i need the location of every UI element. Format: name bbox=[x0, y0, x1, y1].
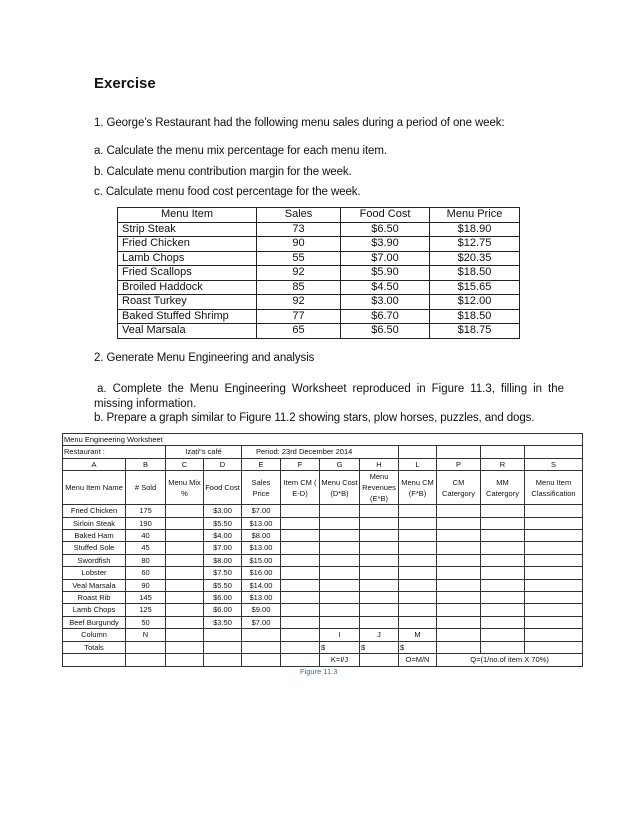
sales-value: 92 bbox=[257, 295, 341, 310]
empty-cell bbox=[360, 579, 399, 591]
empty-cell bbox=[399, 517, 437, 529]
food-cost: $6.00 bbox=[204, 592, 242, 604]
column-l-code: M bbox=[399, 629, 437, 641]
food-cost: $7.00 bbox=[204, 542, 242, 554]
sales-price: $13.00 bbox=[242, 517, 281, 529]
worksheet-row bbox=[63, 592, 583, 604]
empty-cell bbox=[320, 579, 360, 591]
empty-cell bbox=[399, 592, 437, 604]
table-row bbox=[118, 222, 520, 237]
column-header: Menu CM (F*B) bbox=[399, 471, 437, 505]
totals-menu-cost: $ bbox=[320, 641, 360, 653]
empty-cell bbox=[281, 517, 320, 529]
header-menu-price: Menu Price bbox=[430, 208, 520, 223]
menu-item-name: Lamb Chops bbox=[118, 251, 257, 266]
food-cost: $6.00 bbox=[204, 604, 242, 616]
formula-row bbox=[63, 654, 583, 666]
sales-price: $14.00 bbox=[242, 579, 281, 591]
food-cost: $3.00 bbox=[204, 505, 242, 517]
table-row bbox=[118, 237, 520, 252]
number-sold: 125 bbox=[126, 604, 166, 616]
empty-cell bbox=[399, 505, 437, 517]
totals-menu-cm: $ bbox=[399, 641, 437, 653]
column-letter: L bbox=[399, 458, 437, 470]
menu-engineering-worksheet bbox=[62, 433, 583, 667]
empty-cell bbox=[399, 579, 437, 591]
food-cost: $5.50 bbox=[204, 517, 242, 529]
empty-cell bbox=[525, 592, 583, 604]
sales-value: 65 bbox=[257, 324, 341, 339]
empty-cell bbox=[437, 554, 481, 566]
menu-mix-cell bbox=[166, 592, 204, 604]
empty-cell bbox=[320, 517, 360, 529]
table-row bbox=[118, 324, 520, 339]
task-c: c. Calculate menu food cost percentage for the week. bbox=[94, 186, 361, 198]
empty-cell bbox=[320, 616, 360, 628]
menu-mix-cell bbox=[166, 579, 204, 591]
item-name: Lobster bbox=[63, 567, 126, 579]
sales-value: 55 bbox=[257, 251, 341, 266]
totals-menu-revenue: $ bbox=[360, 641, 399, 653]
column-letter: R bbox=[481, 458, 525, 470]
number-sold: 40 bbox=[126, 530, 166, 542]
food-cost-value: $3.00 bbox=[341, 295, 430, 310]
empty-cell bbox=[281, 579, 320, 591]
item-name: Roast Rib bbox=[63, 592, 126, 604]
sales-value: 73 bbox=[257, 222, 341, 237]
column-letter: A bbox=[63, 458, 126, 470]
menu-item-name: Baked Stuffed Shrimp bbox=[118, 309, 257, 324]
empty-cell bbox=[525, 554, 583, 566]
task-b: b. Calculate menu contribution margin for the week. bbox=[94, 166, 352, 178]
empty-cell bbox=[481, 592, 525, 604]
sales-price: $7.00 bbox=[242, 616, 281, 628]
column-g-code: I bbox=[320, 629, 360, 641]
empty-cell bbox=[320, 542, 360, 554]
task-a: a. Calculate the menu mix percentage for each menu item. bbox=[94, 145, 387, 157]
empty-cell bbox=[320, 530, 360, 542]
empty-cell bbox=[360, 530, 399, 542]
menu-price-value: $18.50 bbox=[430, 309, 520, 324]
column-letter: C bbox=[166, 458, 204, 470]
empty-cell bbox=[320, 592, 360, 604]
column-header: Sales Price bbox=[242, 471, 281, 505]
food-cost: $5.50 bbox=[204, 579, 242, 591]
number-sold: 80 bbox=[126, 554, 166, 566]
menu-price-value: $15.65 bbox=[430, 280, 520, 295]
empty-cell bbox=[360, 554, 399, 566]
totals-label: Totals bbox=[63, 641, 126, 653]
column-label: Column bbox=[63, 629, 126, 641]
empty-cell bbox=[437, 592, 481, 604]
column-letter: B bbox=[126, 458, 166, 470]
number-sold: 60 bbox=[126, 567, 166, 579]
menu-item-name: Strip Steak bbox=[118, 222, 257, 237]
empty-cell bbox=[360, 517, 399, 529]
empty-cell bbox=[360, 505, 399, 517]
worksheet-row bbox=[63, 505, 583, 517]
empty-cell bbox=[281, 542, 320, 554]
food-cost: $7.50 bbox=[204, 567, 242, 579]
empty-cell bbox=[525, 505, 583, 517]
empty-cell bbox=[437, 567, 481, 579]
menu-item-name: Roast Turkey bbox=[118, 295, 257, 310]
empty-cell bbox=[481, 567, 525, 579]
empty-cell bbox=[525, 579, 583, 591]
item-name: Stuffed Sole bbox=[63, 542, 126, 554]
empty-cell bbox=[481, 530, 525, 542]
sales-price: $13.00 bbox=[242, 592, 281, 604]
food-cost-value: $4.50 bbox=[341, 280, 430, 295]
empty-cell bbox=[320, 604, 360, 616]
empty-cell bbox=[320, 554, 360, 566]
menu-mix-cell bbox=[166, 542, 204, 554]
empty-cell bbox=[481, 542, 525, 554]
header-menu-item: Menu Item bbox=[118, 208, 257, 223]
empty-cell bbox=[399, 567, 437, 579]
empty-cell bbox=[481, 604, 525, 616]
column-header: MM Catergory bbox=[481, 471, 525, 505]
menu-item-name: Fried Chicken bbox=[118, 237, 257, 252]
empty-cell bbox=[437, 616, 481, 628]
empty-cell bbox=[320, 567, 360, 579]
food-cost-value: $7.00 bbox=[341, 251, 430, 266]
question-2: 2. Generate Menu Engineering and analysis bbox=[94, 352, 315, 364]
column-letter: G bbox=[320, 458, 360, 470]
totals-row bbox=[63, 641, 583, 653]
food-cost: $4.00 bbox=[204, 530, 242, 542]
menu-sales-table bbox=[117, 207, 520, 339]
sales-price: $13.00 bbox=[242, 542, 281, 554]
menu-price-value: $20.35 bbox=[430, 251, 520, 266]
food-cost-value: $5.90 bbox=[341, 266, 430, 281]
menu-price-value: $18.75 bbox=[430, 324, 520, 339]
worksheet-row bbox=[63, 517, 583, 529]
column-header: Item CM ( E-D) bbox=[281, 471, 320, 505]
number-sold: 190 bbox=[126, 517, 166, 529]
empty-cell bbox=[481, 505, 525, 517]
empty-cell bbox=[437, 542, 481, 554]
food-cost: $8.00 bbox=[204, 554, 242, 566]
restaurant-label: Restaurant : bbox=[63, 446, 166, 458]
number-sold: 50 bbox=[126, 616, 166, 628]
item-name: Veal Marsala bbox=[63, 579, 126, 591]
column-letter: F bbox=[281, 458, 320, 470]
table-row bbox=[118, 280, 520, 295]
empty-cell bbox=[437, 505, 481, 517]
sales-price: $15.00 bbox=[242, 554, 281, 566]
menu-price-value: $12.75 bbox=[430, 237, 520, 252]
column-row bbox=[63, 629, 583, 641]
food-cost: $3.50 bbox=[204, 616, 242, 628]
worksheet-row bbox=[63, 604, 583, 616]
empty-cell bbox=[281, 604, 320, 616]
empty-cell bbox=[525, 517, 583, 529]
worksheet-row bbox=[63, 616, 583, 628]
item-name: Sirloin Steak bbox=[63, 517, 126, 529]
empty-cell bbox=[281, 592, 320, 604]
empty-cell bbox=[281, 554, 320, 566]
empty-cell bbox=[525, 567, 583, 579]
header-sales: Sales bbox=[257, 208, 341, 223]
task2-b: b. Prepare a graph similar to Figure 11.2 showing stars, plow horses, puzzles, and dogs. bbox=[94, 412, 535, 424]
period: Period: 23rd December 2014 bbox=[242, 446, 399, 458]
food-cost-value: $6.50 bbox=[341, 324, 430, 339]
column-header: CM Catergory bbox=[437, 471, 481, 505]
menu-price-value: $12.00 bbox=[430, 295, 520, 310]
column-letters-row bbox=[63, 458, 583, 470]
menu-price-value: $18.50 bbox=[430, 266, 520, 281]
food-cost-value: $6.50 bbox=[341, 222, 430, 237]
worksheet-row bbox=[63, 567, 583, 579]
column-letter: S bbox=[525, 458, 583, 470]
empty-cell bbox=[281, 530, 320, 542]
column-header: Food Cost bbox=[204, 471, 242, 505]
empty-cell bbox=[399, 604, 437, 616]
empty-cell bbox=[437, 604, 481, 616]
empty-cell bbox=[437, 579, 481, 591]
food-cost-value: $6.70 bbox=[341, 309, 430, 324]
empty-cell bbox=[360, 604, 399, 616]
column-header: Menu Item Classification bbox=[525, 471, 583, 505]
item-name: Lamb Chops bbox=[63, 604, 126, 616]
empty-cell bbox=[360, 616, 399, 628]
empty-cell bbox=[481, 554, 525, 566]
empty-cell bbox=[360, 542, 399, 554]
menu-mix-cell bbox=[166, 616, 204, 628]
restaurant-name: Izati"s café bbox=[166, 446, 242, 458]
empty-cell bbox=[525, 604, 583, 616]
menu-mix-cell bbox=[166, 517, 204, 529]
column-b-code: N bbox=[126, 629, 166, 641]
figure-caption: Figure 11.3 bbox=[300, 667, 338, 676]
empty-cell bbox=[399, 616, 437, 628]
header-food-cost: Food Cost bbox=[341, 208, 430, 223]
number-sold: 90 bbox=[126, 579, 166, 591]
menu-mix-cell bbox=[166, 604, 204, 616]
empty-cell bbox=[399, 530, 437, 542]
menu-item-name: Broiled Haddock bbox=[118, 280, 257, 295]
empty-cell bbox=[481, 616, 525, 628]
empty-cell bbox=[525, 616, 583, 628]
empty-cell bbox=[525, 530, 583, 542]
empty-cell bbox=[525, 542, 583, 554]
worksheet-row bbox=[63, 530, 583, 542]
empty-cell bbox=[360, 592, 399, 604]
sales-value: 92 bbox=[257, 266, 341, 281]
sales-value: 90 bbox=[257, 237, 341, 252]
menu-price-value: $18.90 bbox=[430, 222, 520, 237]
number-sold: 175 bbox=[126, 505, 166, 517]
sales-price: $7.00 bbox=[242, 505, 281, 517]
item-name: Fried Chicken bbox=[63, 505, 126, 517]
sales-value: 85 bbox=[257, 280, 341, 295]
table-row bbox=[118, 295, 520, 310]
column-letter: H bbox=[360, 458, 399, 470]
task2-a: a. Complete the Menu Engineering Worksheet reproduced in Figure 11.3, filling in the missing information. bbox=[94, 383, 564, 410]
item-name: Swordfish bbox=[63, 554, 126, 566]
empty-cell bbox=[399, 554, 437, 566]
number-sold: 145 bbox=[126, 592, 166, 604]
formula-o: O=M/N bbox=[399, 654, 437, 666]
formula-k: K=I/J bbox=[320, 654, 360, 666]
column-header: Menu Item Name bbox=[63, 471, 126, 505]
page-title: Exercise bbox=[94, 75, 156, 92]
menu-item-name: Fried Scallops bbox=[118, 266, 257, 281]
worksheet-row bbox=[63, 554, 583, 566]
empty-cell bbox=[399, 542, 437, 554]
item-name: Baked Ham bbox=[63, 530, 126, 542]
column-letter: E bbox=[242, 458, 281, 470]
empty-cell bbox=[437, 530, 481, 542]
empty-cell bbox=[481, 579, 525, 591]
table-row bbox=[118, 251, 520, 266]
menu-item-name: Veal Marsala bbox=[118, 324, 257, 339]
menu-table-header bbox=[118, 208, 520, 223]
column-header: Menu Cost (D*B) bbox=[320, 471, 360, 505]
table-row bbox=[118, 266, 520, 281]
number-sold: 45 bbox=[126, 542, 166, 554]
column-letter: P bbox=[437, 458, 481, 470]
menu-mix-cell bbox=[166, 530, 204, 542]
menu-mix-cell bbox=[166, 554, 204, 566]
menu-mix-cell bbox=[166, 567, 204, 579]
sales-price: $16.00 bbox=[242, 567, 281, 579]
empty-cell bbox=[281, 505, 320, 517]
formula-q: Q=(1/no.of item X 70%) bbox=[437, 654, 583, 666]
empty-cell bbox=[437, 517, 481, 529]
empty-cell bbox=[481, 517, 525, 529]
worksheet-row bbox=[63, 542, 583, 554]
column-header: Menu Revenues (E*B) bbox=[360, 471, 399, 505]
column-headers-row bbox=[63, 471, 583, 505]
table-row bbox=[118, 309, 520, 324]
empty-cell bbox=[281, 567, 320, 579]
column-h-code: J bbox=[360, 629, 399, 641]
question-1: 1. George’s Restaurant had the following menu sales during a period of one week: bbox=[94, 117, 505, 129]
empty-cell bbox=[320, 505, 360, 517]
item-name: Beef Burgundy bbox=[63, 616, 126, 628]
worksheet-row bbox=[63, 579, 583, 591]
empty-cell bbox=[281, 616, 320, 628]
sales-price: $8.00 bbox=[242, 530, 281, 542]
sales-value: 77 bbox=[257, 309, 341, 324]
column-header: Menu Mix % bbox=[166, 471, 204, 505]
empty-cell bbox=[360, 567, 399, 579]
food-cost-value: $3.90 bbox=[341, 237, 430, 252]
column-header: # Sold bbox=[126, 471, 166, 505]
column-letter: D bbox=[204, 458, 242, 470]
sales-price: $9.00 bbox=[242, 604, 281, 616]
worksheet-title: Menu Engineering Worksheet bbox=[63, 434, 583, 446]
menu-mix-cell bbox=[166, 505, 204, 517]
